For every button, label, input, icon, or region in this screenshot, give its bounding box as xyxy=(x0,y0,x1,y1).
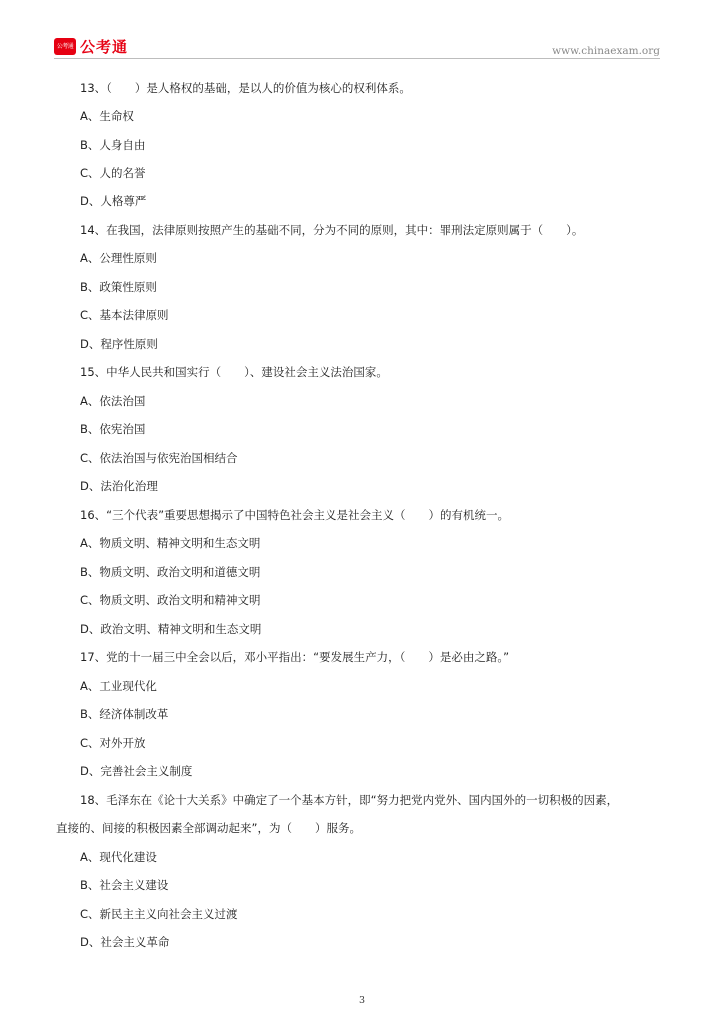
answer-option: D、程序性原则 xyxy=(80,337,158,351)
answer-option: C、新民主主义向社会主义过渡 xyxy=(80,907,238,921)
answer-option: B、物质文明、政治文明和道德文明 xyxy=(80,565,261,579)
answer-option: A、工业现代化 xyxy=(80,679,157,693)
question-text: 16、“三个代表”重要思想揭示了中国特色社会主义是社会主义（ ）的有机统一。 xyxy=(80,508,510,522)
answer-option: B、依宪治国 xyxy=(80,422,146,436)
question-text: 17、党的十一届三中全会以后，邓小平指出：“要发展生产力，（ ）是必由之路。” xyxy=(80,650,510,664)
answer-option: B、政策性原则 xyxy=(80,280,157,294)
answer-option: A、公理性原则 xyxy=(80,251,157,265)
answer-option: C、对外开放 xyxy=(80,736,146,750)
answer-option: A、生命权 xyxy=(80,109,134,123)
logo-text: 公考通 xyxy=(80,37,129,56)
question-text: 直接的、间接的积极因素全部调动起来”，为（ ）服务。 xyxy=(56,821,361,835)
answer-option: D、人格尊严 xyxy=(80,194,147,208)
answer-option: D、社会主义革命 xyxy=(80,935,170,949)
logo xyxy=(54,36,128,56)
answer-option: C、依法治国与依宪治国相结合 xyxy=(80,451,238,465)
answer-option: D、完善社会主义制度 xyxy=(80,764,193,778)
site-url: www.chinaexam.org xyxy=(552,45,660,57)
question-text: 14、在我国，法律原则按照产生的基础不同，分为不同的原则，其中：罪刑法定原则属于（ ）。 xyxy=(80,223,584,237)
answer-option: A、依法治国 xyxy=(80,394,146,408)
answer-option: C、物质文明、政治文明和精神文明 xyxy=(80,593,261,607)
page-number: 3 xyxy=(358,995,366,1006)
logo-badge-icon: 公考通 xyxy=(54,38,76,55)
answer-option: C、人的名誉 xyxy=(80,166,146,180)
question-text: 15、中华人民共和国实行（ ）、建设社会主义法治国家。 xyxy=(80,365,388,379)
answer-option: A、现代化建设 xyxy=(80,850,157,864)
answer-option: C、基本法律原则 xyxy=(80,308,169,322)
answer-option: B、社会主义建设 xyxy=(80,878,169,892)
answer-option: D、法治化治理 xyxy=(80,479,158,493)
header-divider xyxy=(54,58,660,59)
question-text: 13、（ ）是人格权的基础，是以人的价值为核心的权利体系。 xyxy=(80,81,411,95)
answer-option: A、物质文明、精神文明和生态文明 xyxy=(80,536,261,550)
page-header xyxy=(0,0,724,62)
question-text: 18、毛泽东在《论十大关系》中确定了一个基本方针，即“努力把党内党外、国内国外的一切积极的因素， xyxy=(80,793,619,807)
answer-option: D、政治文明、精神文明和生态文明 xyxy=(80,622,262,636)
answer-option: B、经济体制改革 xyxy=(80,707,169,721)
answer-option: B、人身自由 xyxy=(80,138,146,152)
